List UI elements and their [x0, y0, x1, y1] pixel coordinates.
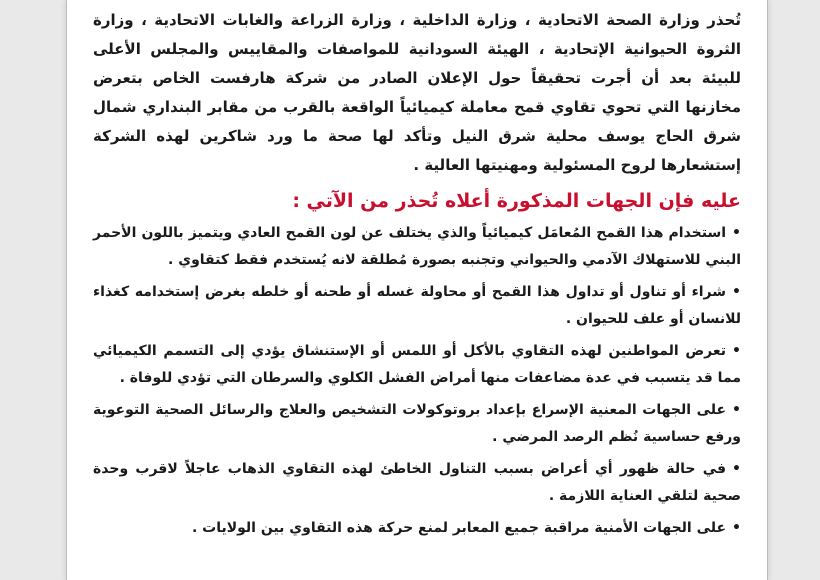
warning-item: [93, 220, 741, 274]
document-page: [66, 0, 768, 580]
warning-item: [93, 456, 741, 510]
warning-list: [93, 220, 741, 542]
document-content: [93, 6, 741, 547]
warning-item-text: على الجهات المعنية الإسراع بإعداد بروتوكولات التشخيص والعلاج والرسائل الصحية التوعوية ورفع حساسية نُظم الرصد المرضي .: [93, 402, 741, 445]
warning-item: [93, 515, 741, 542]
bullet-icon: •: [732, 461, 741, 477]
bullet-icon: •: [732, 520, 741, 536]
warning-item-text: استخدام هذا القمح المُعامَل كيميائياً والذي يختلف عن لون القمح العادي ويتميز باللون الأحمر البني للاستهلاك الآدمي والحيواني وتجنبه بصورة مُطلقة لانه يُستخدم فقط كتقاوي .: [93, 225, 741, 268]
warning-heading: عليه فإن الجهات المذكورة أعلاه تُحذر من الآتي :: [292, 190, 741, 212]
bullet-icon: •: [732, 343, 741, 359]
bullet-icon: •: [732, 225, 741, 241]
warning-item: [93, 397, 741, 451]
warning-item-text: شراء أو تناول أو تداول هذا القمح أو محاولة غسله أو طحنه أو خلطه بغرض إستخدامه كغذاء للانسان أو علف للحيوان .: [93, 284, 741, 327]
warning-item-text: في حالة ظهور أي أعراض بسبب التناول الخاطئ لهذه التقاوي الذهاب عاجلاً لاقرب وحدة صحية لتلقي العناية اللازمة .: [93, 461, 741, 504]
warning-item-text: على الجهات الأمنية مراقبة جميع المعابر لمنع حركة هذه التقاوي بين الولايات .: [191, 520, 727, 536]
warning-item-text: تعرض المواطنين لهذه التقاوي بالأكل أو اللمس أو الإستنشاق يؤدي إلى التسمم الكيميائي مما قد يتسبب في عدة مضاعفات منها أمراض الفشل الكلوي والسرطان التي تؤدي للوفاة .: [93, 343, 741, 386]
warning-item: [93, 338, 741, 392]
intro-paragraph: تُحذر وزارة الصحة الاتحادية ، وزارة الداخلية ، وزارة الزراعة والغابات الاتحادية ، وزارة الثروة الحيوانية الإتحادية ، الهيئة السودانية للمواصفات والمقاييس والمجلس الأعلى للبيئة بعد أن أجرت تحقيقاً حول الإعلان الصادر من شركة هارفست الخاص بتعرض مخازنها التي تحوي تقاوي قمح معاملة كيميائياً الواقعة بالقرب من مقابر البنداري شمال شرق الحاج يوسف محلية شرق النيل وتأكد لها صحة ما ورد شاكرين لهذه الشركة إستشعارها لروح المسئولية ومهنيتها العالية .: [93, 11, 741, 174]
bullet-icon: •: [732, 284, 741, 300]
warning-item: [93, 279, 741, 333]
bullet-icon: •: [732, 402, 741, 418]
